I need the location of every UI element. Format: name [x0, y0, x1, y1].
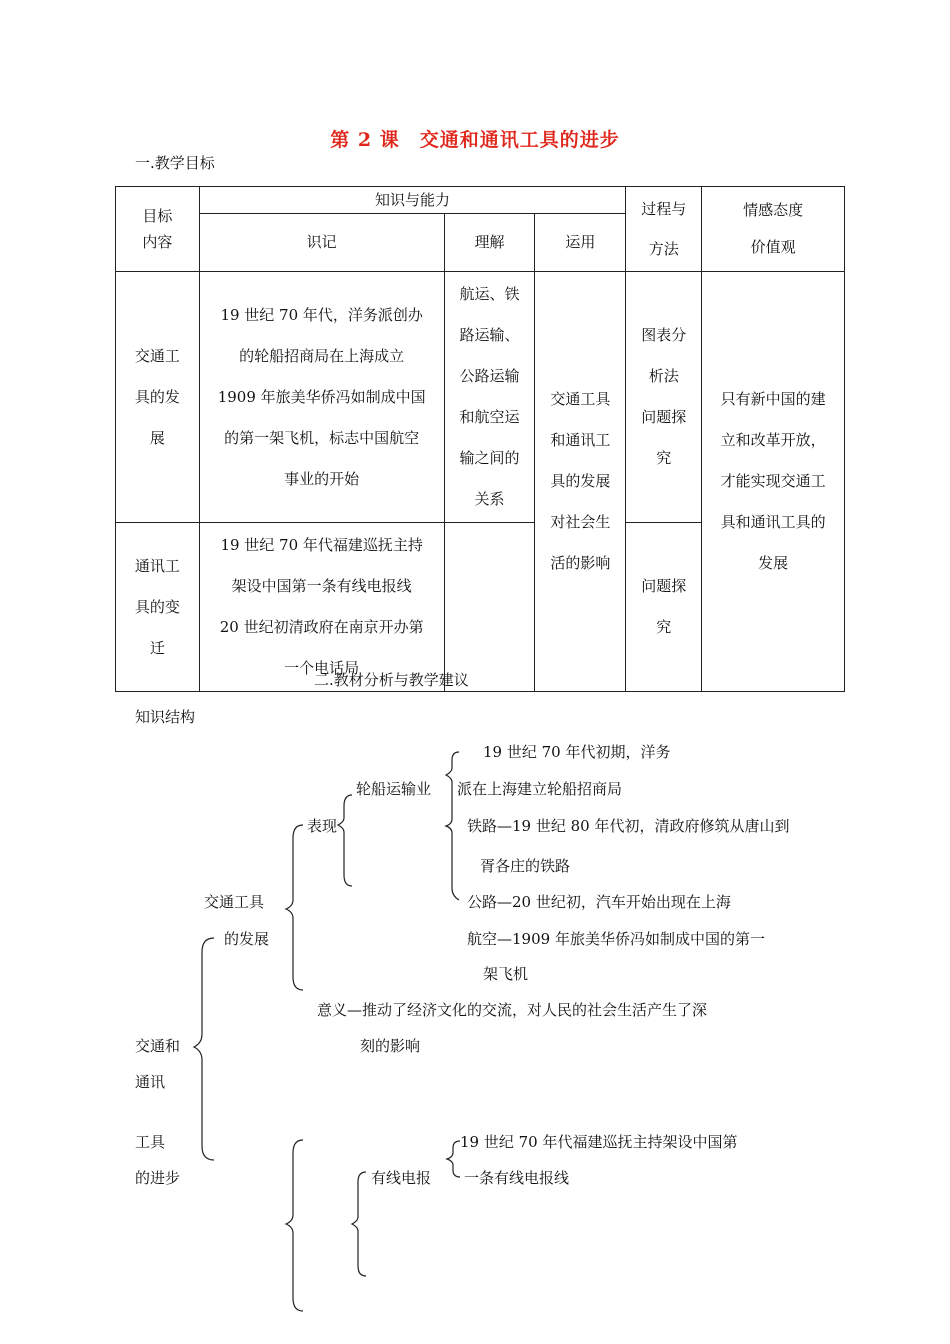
ship-text-line-1: 19 世纪 70 年代初期，洋务 — [483, 743, 671, 761]
row-recall-transport: 19 世纪 70 年代，洋务派创办 的轮船招商局在上海成立 1909 年旅美华侨冯如制成中国 的第一架飞机，标志中国航空 事业的开始 — [199, 272, 444, 523]
row-process-transport: 图表分 析法 问题探 究 — [626, 272, 702, 523]
brace-transport — [286, 825, 303, 990]
node-transport-line-2: 的发展 — [224, 930, 270, 948]
apply-merged: 交通工具 和通讯工 具的发展 对社会生 活的影响 — [535, 272, 626, 692]
rail-text-line-2: 胥各庄的铁路 — [480, 857, 571, 875]
rail-text-line-1: 铁路—19 世纪 80 年代初，清政府修筑从唐山到 — [467, 817, 790, 835]
row-name-transport: 交通工 具的发 展 — [116, 272, 200, 523]
node-transport-line-1: 交通工具 — [204, 893, 265, 911]
section-heading-analysis: 二.教材分析与教学建议 — [314, 671, 469, 689]
header-knowledge: 知识与能力 — [199, 187, 625, 214]
header-target: 目标 内容 — [116, 187, 200, 272]
node-telegraph: 有线电报 — [371, 1169, 432, 1187]
row-recall-communication: 19 世纪 70 年代福建巡抚主持 架设中国第一条有线电报线 20 世纪初清政府在南京开办第 一个电话局 — [199, 523, 444, 692]
root-line-2: 通讯 — [135, 1073, 166, 1091]
row-understand-transport: 航运、铁 路运输、 公路运输 和航空运 输之间的 关系 — [444, 272, 535, 523]
header-understand: 理解 — [444, 214, 535, 272]
row-process-communication: 问题探 究 — [626, 523, 702, 692]
road-text: 公路—20 世纪初，汽车开始出现在上海 — [467, 893, 731, 911]
root-line-3: 工具 — [135, 1133, 166, 1151]
row-name-communication: 通讯工 具的变 迁 — [116, 523, 200, 692]
emotion-merged: 只有新中国的建 立和改革开放， 才能实现交通工 具和通讯工具的 发展 — [702, 272, 845, 692]
brace-communication — [286, 1140, 303, 1311]
meaning-text-line-2: 刻的影响 — [360, 1037, 421, 1055]
root-line-4: 的进步 — [135, 1169, 181, 1187]
header-emotion: 情感态度 价值观 — [702, 187, 845, 272]
brace-ship — [446, 752, 459, 900]
node-manifest: 表现 — [307, 817, 338, 835]
brace-root — [194, 938, 214, 1160]
structure-label: 知识结构 — [135, 708, 196, 726]
header-recall: 识记 — [199, 214, 444, 272]
header-process: 过程与 方法 — [626, 187, 702, 272]
brace-telegraph-text — [447, 1141, 460, 1177]
brace-manifest — [338, 795, 352, 886]
node-ship: 轮船运输业 — [356, 780, 432, 798]
root-line-1: 交通和 — [135, 1037, 181, 1055]
meaning-text-line-1: 意义—推动了经济文化的交流，对人民的社会生活产生了深 — [317, 1001, 708, 1019]
air-text-line-2: 架飞机 — [483, 965, 529, 983]
header-apply: 运用 — [535, 214, 626, 272]
section-heading-objectives: 一.教学目标 — [135, 154, 215, 172]
telegraph-text-line-1: 19 世纪 70 年代福建巡抚主持架设中国第 — [460, 1133, 738, 1151]
page-title: 第 2 课 交通和通讯工具的进步 — [330, 129, 620, 151]
brace-telegraph — [352, 1172, 366, 1276]
air-text-line-1: 航空—1909 年旅美华侨冯如制成中国的第一 — [467, 930, 765, 948]
ship-text-line-2: 派在上海建立轮船招商局 — [457, 780, 623, 798]
telegraph-text-line-2: 一条有线电报线 — [464, 1169, 570, 1187]
